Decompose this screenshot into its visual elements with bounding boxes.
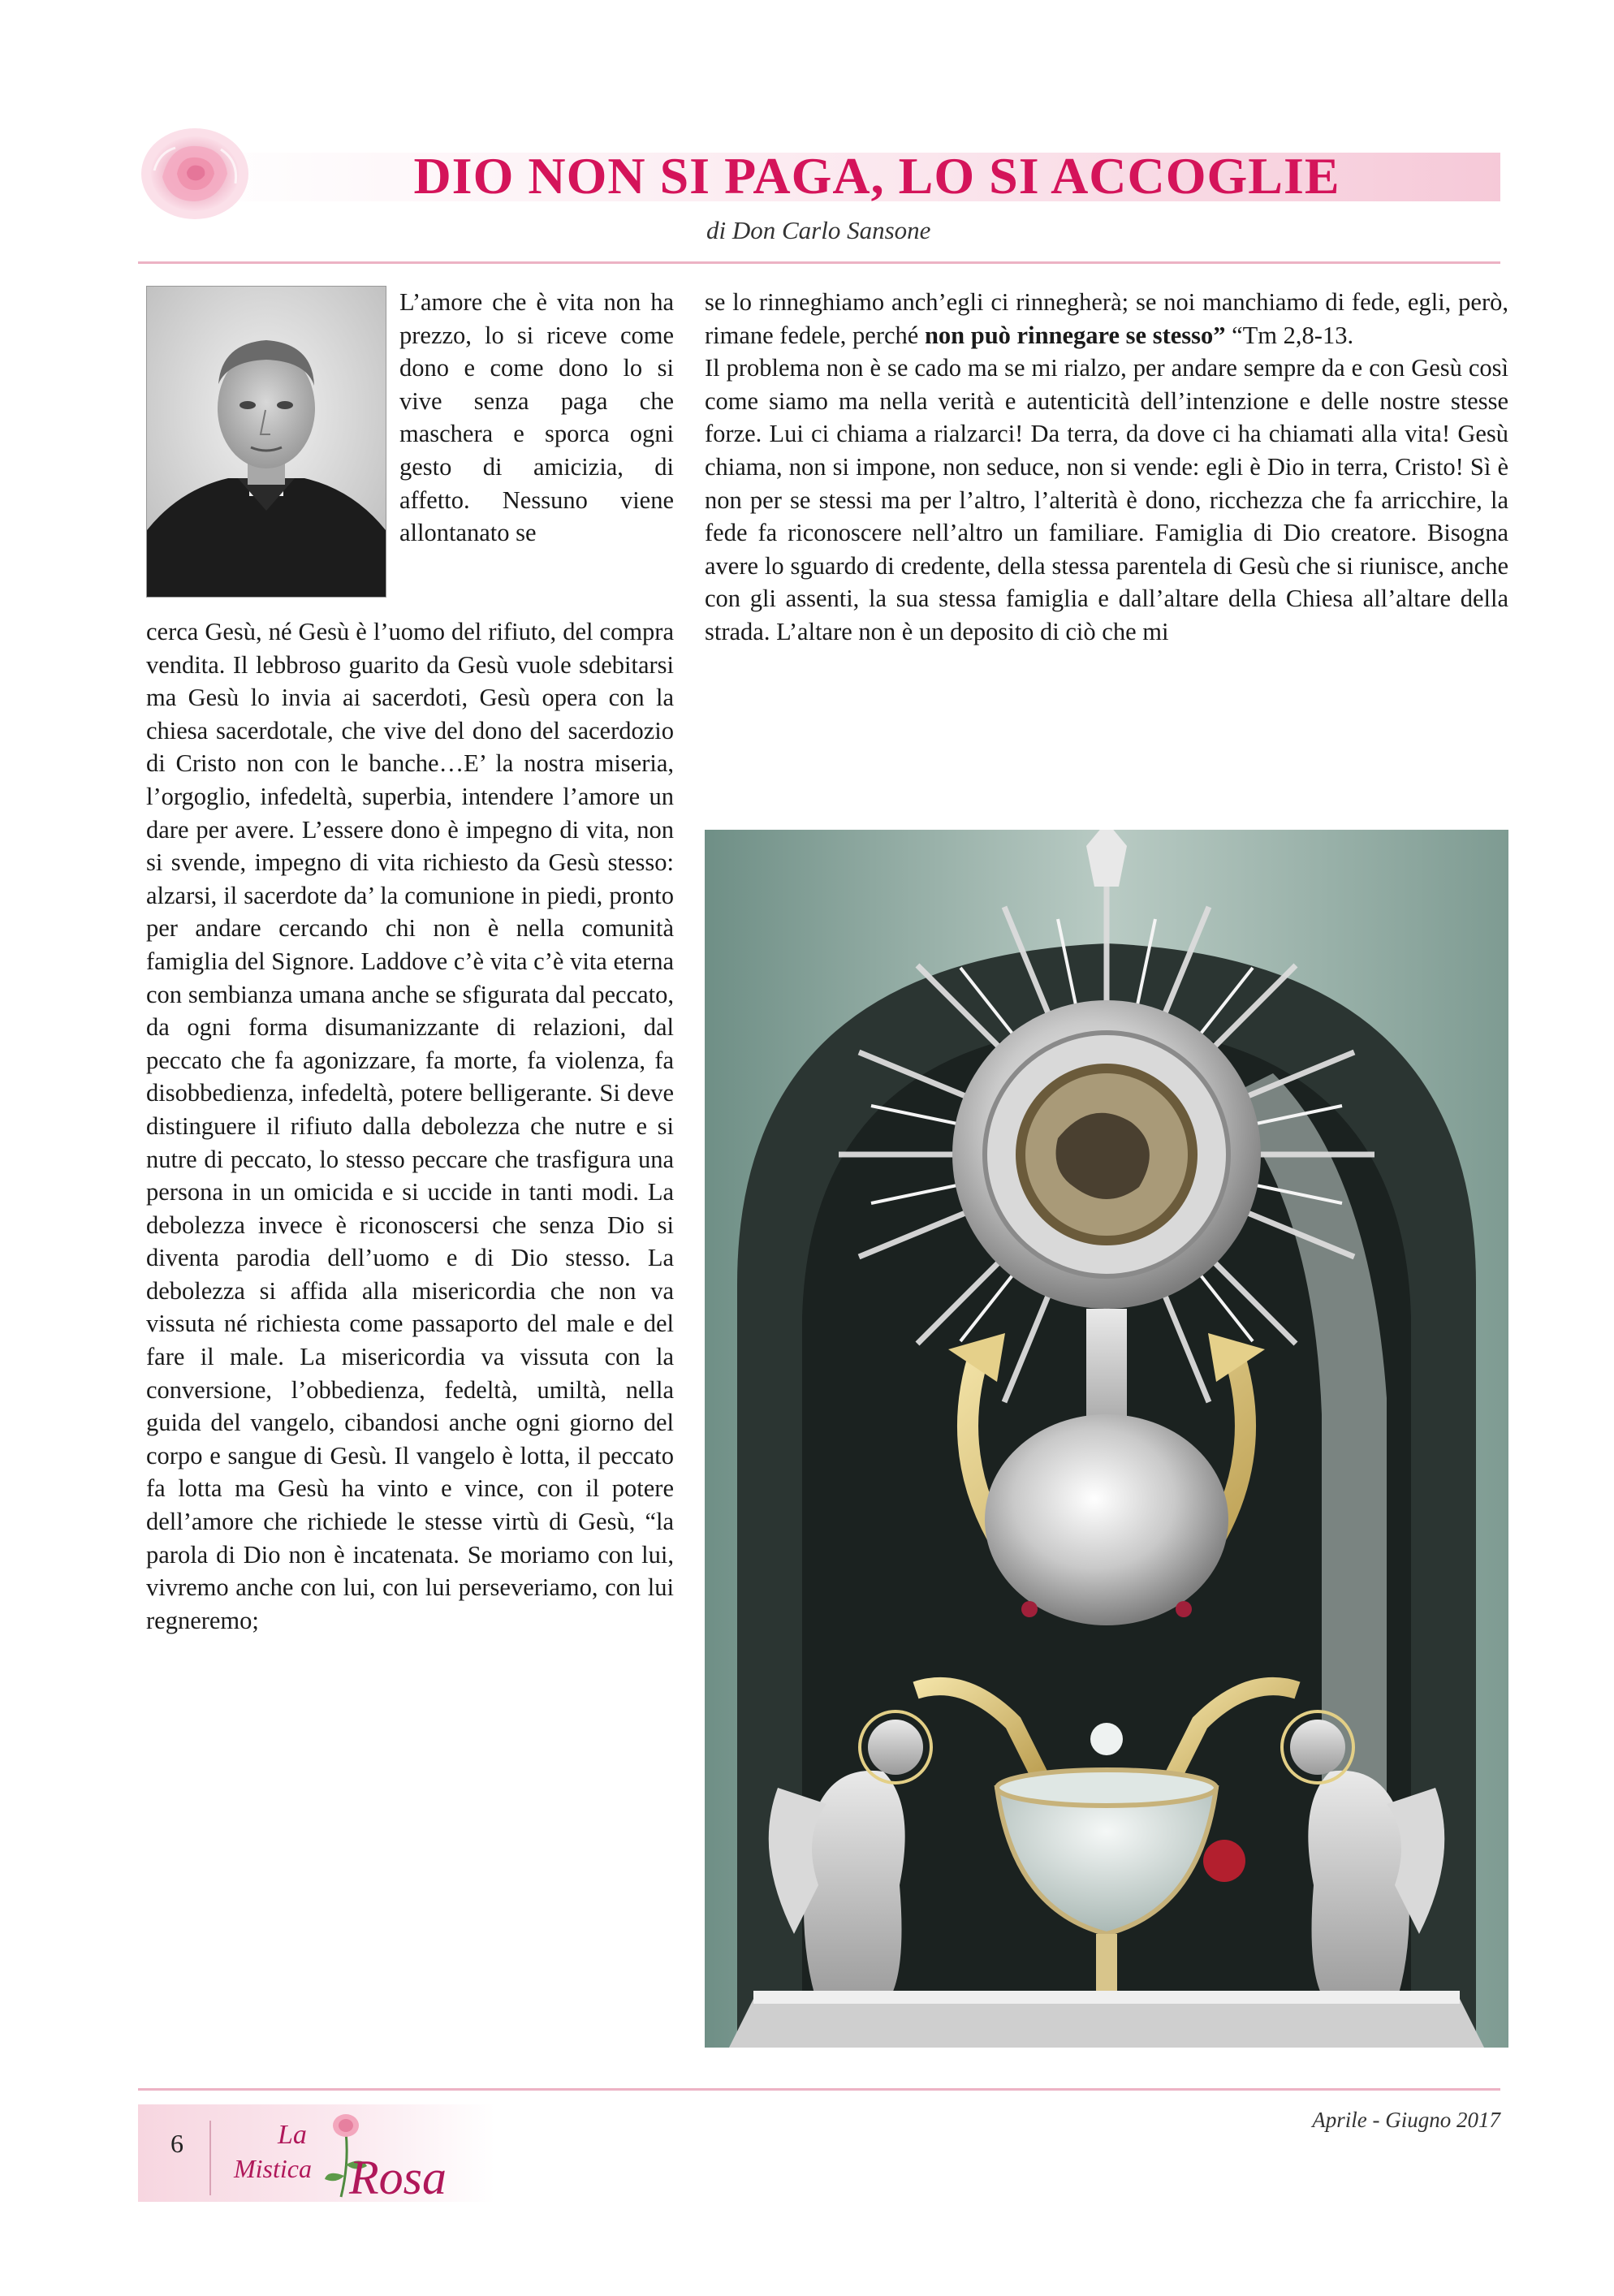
footer-rule xyxy=(138,2088,1500,2091)
quote-text: se lo rinneghiamo anch’egli ci rinnegherà; se noi manchiamo di fede, egli, però, rimane fedele, perché xyxy=(705,288,1508,349)
right-paragraph-1 xyxy=(705,286,1508,352)
rose-icon xyxy=(130,120,260,226)
author-portrait-photo xyxy=(146,286,386,598)
article-text-left-column: cerca Gesù, né Gesù è l’uomo del rifiuto, del compra vendita. Il lebbroso guarito da Gesù vuole sdebitarsi ma Gesù lo invia ai sacerdoti, Gesù opera con la chiesa sacerdotale, che vive del dono del sacerdozio di Cristo non con le banche…E’ la nostra miseria, l’orgoglio, infedeltà, superbia, intendere l’amore un dare per avere. L’essere dono è impegno di vita, non si svende, impegno di vita richiesto da Gesù stesso: alzarsi, il sacerdote da’ la comunione in piedi, pronto per andare cercando chi non è nella comunità famiglia del Signore. Laddove c’è vita c’è vita eterna con sembianza umana anche se sfigurata dal peccato, da ogni forma disumanizzante di relazioni, dal peccato che fa agonizzare, fa morte, fa violenza, fa disobbedienza, infedeltà, potere belligerante. Si deve distinguere il rifiuto dalla debolezza che nutre e si nutre di peccato, lo stesso peccare che trasfigura una persona in un omicida e si uccide in tanti modi. La debolezza invece è riconoscersi che senza Dio si diventa parodia dell’uomo e di Dio stesso. La debolezza si affida alla misericordia che non va vissuta né richiesta come passaporto del male e del fare il male. La misericordia va vissuta con la conversione, l’obbedienza, fedeltà, umiltà, nella guida del vangelo, cibandosi anche ogni giorno del corpo e sangue di Gesù. Il vangelo è lotta, il peccato fa lotta ma Gesù ha vinto e vince, con il potere dell’amore che richiede le stesse virtù di Gesù, “la parola di Dio non è incatenata. Se moriamo con lui, vivremo anche con lui, con lui perseveriamo, con lui regneremo; xyxy=(146,618,674,1634)
issue-date: Aprile - Giugno 2017 xyxy=(1312,2108,1500,2132)
svg-text:La: La xyxy=(278,2120,307,2150)
author-byline: di Don Carlo Sansone xyxy=(706,216,931,244)
footer-divider xyxy=(209,2121,211,2195)
reliquary-photo xyxy=(705,830,1508,2048)
header-rule xyxy=(138,261,1500,264)
citation-text: “Tm 2,8-13. xyxy=(1225,321,1354,349)
article-text-beside-portrait: L’amore che è vita non ha prezzo, lo si riceve come dono e come dono lo si vive senza paga che maschera e sporca ogni gesto di amicizia, di affetto. Nessuno viene allontanato se xyxy=(399,288,674,547)
quote-bold-text: non può rinnegare se stesso” xyxy=(924,321,1226,349)
page-number: 6 xyxy=(170,2129,183,2158)
svg-text:Mistica: Mistica xyxy=(234,2154,312,2183)
right-paragraph-2: Il problema non è se cado ma se mi rialzo, per andare sempre da e con Gesù così come siamo ma nella verità e autenticità dell’intenzione e delle nostre stesse forze. Lui ci chiama a rialzarci! Da terra, da dove ci ha chiamati alla vita! Gesù chiama, non si impone, non seduce, non si vende: egli è Dio in terra, Cristo! Sì è non per se stessi ma per l’altro, l’alterità è dono, ricchezza che fa arricchire, la fede fa riconoscere nell’altro un familiare. Famiglia di Dio creatore. Bisogna avere lo sguardo di credente, della stessa parentela di Gesù che si riunisce, anche con gli assenti, la sua stessa famiglia e dall’altare della Chiesa all’altare della strada. L’altare non è un deposito di ciò che mi xyxy=(705,354,1508,645)
la-mistica-rosa-logo xyxy=(219,2108,487,2205)
page-title: DIO NON SI PAGA, LO SI ACCOGLIE xyxy=(413,147,1340,205)
svg-text:Rosa: Rosa xyxy=(349,2151,447,2204)
article-text-right-column xyxy=(705,286,1508,649)
